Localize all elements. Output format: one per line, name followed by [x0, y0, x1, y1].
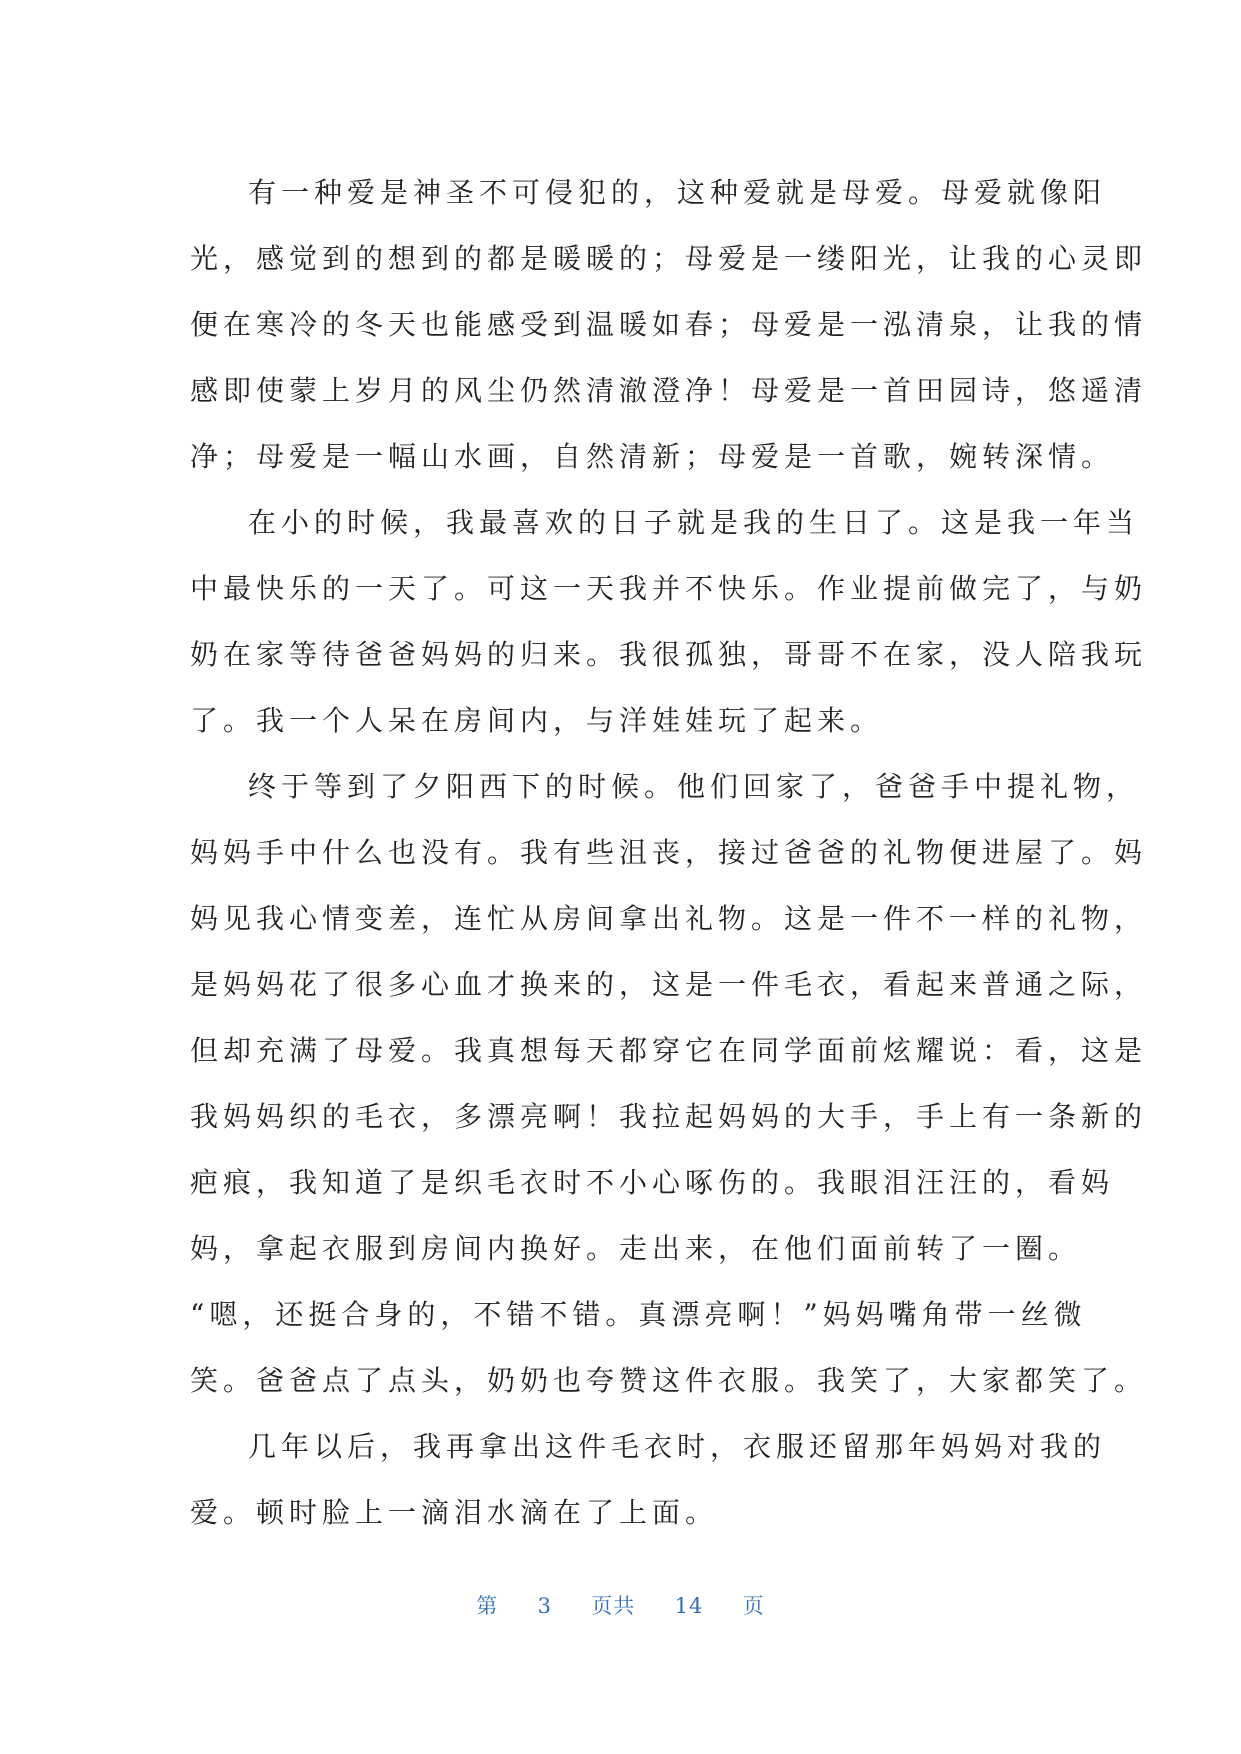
- text-line: 我妈妈织的毛衣，多漂亮啊！我拉起妈妈的大手，手上有一条新的: [190, 1100, 1148, 1133]
- text-line: 妈，拿起衣服到房间内换好。走出来，在他们面前转了一圈。: [190, 1232, 1082, 1265]
- footer-prefix: 第: [476, 1594, 499, 1618]
- text-line: 但却充满了母爱。我真想每天都穿它在同学面前炫耀说：看，这是: [190, 1034, 1148, 1067]
- text-line: 是妈妈花了很多心血才换来的，这是一件毛衣，看起来普通之际，: [190, 968, 1148, 1001]
- footer-middle: 页共: [591, 1594, 636, 1618]
- text-line: “嗯，还挺合身的，不错不错。真漂亮啊！”妈妈嘴角带一丝微: [190, 1298, 1087, 1331]
- text-line: 光，感觉到的想到的都是暖暖的；母爱是一缕阳光，让我的心灵即: [190, 242, 1148, 275]
- text-line: 感即使蒙上岁月的风尘仍然清澈澄净！母爱是一首田园诗，悠遥清: [190, 374, 1148, 407]
- text-line: 爱。顿时脸上一滴泪水滴在了上面。: [190, 1496, 719, 1529]
- text-line: 妈见我心情变差，连忙从房间拿出礼物。这是一件不一样的礼物，: [190, 902, 1148, 935]
- footer-suffix: 页: [742, 1594, 765, 1618]
- body-text: [190, 160, 1148, 1546]
- text-line: 几年以后，我再拿出这件毛衣时，衣服还留那年妈妈对我的: [248, 1430, 1107, 1463]
- text-line: 笑。爸爸点了点头，奶奶也夸赞这件衣服。我笑了，大家都笑了。: [190, 1364, 1148, 1397]
- total-pages-number: 14: [674, 1594, 704, 1618]
- page-footer: [0, 1590, 1241, 1620]
- text-line: 净；母爱是一幅山水画，自然清新；母爱是一首歌，婉转深情。: [190, 440, 1115, 473]
- current-page-number: 3: [537, 1594, 552, 1618]
- text-line: 奶在家等待爸爸妈妈的归来。我很孤独，哥哥不在家，没人陪我玩: [190, 638, 1148, 671]
- text-line: 有一种爱是神圣不可侵犯的，这种爱就是母爱。母爱就像阳: [248, 176, 1107, 209]
- text-line: 疤痕，我知道了是织毛衣时不小心啄伤的。我眼泪汪汪的，看妈: [190, 1166, 1115, 1199]
- text-line: 在小的时候，我最喜欢的日子就是我的生日了。这是我一年当: [248, 506, 1140, 539]
- text-line: 中最快乐的一天了。可这一天我并不快乐。作业提前做完了，与奶: [190, 572, 1148, 605]
- text-line: 便在寒冷的冬天也能感受到温暖如春；母爱是一泓清泉，让我的情: [190, 308, 1148, 341]
- text-line: 了。我一个人呆在房间内，与洋娃娃玩了起来。: [190, 704, 884, 737]
- text-line: 妈妈手中什么也没有。我有些沮丧，接过爸爸的礼物便进屋了。妈: [190, 836, 1148, 869]
- text-line: 终于等到了夕阳西下的时候。他们回家了，爸爸手中提礼物，: [248, 770, 1140, 803]
